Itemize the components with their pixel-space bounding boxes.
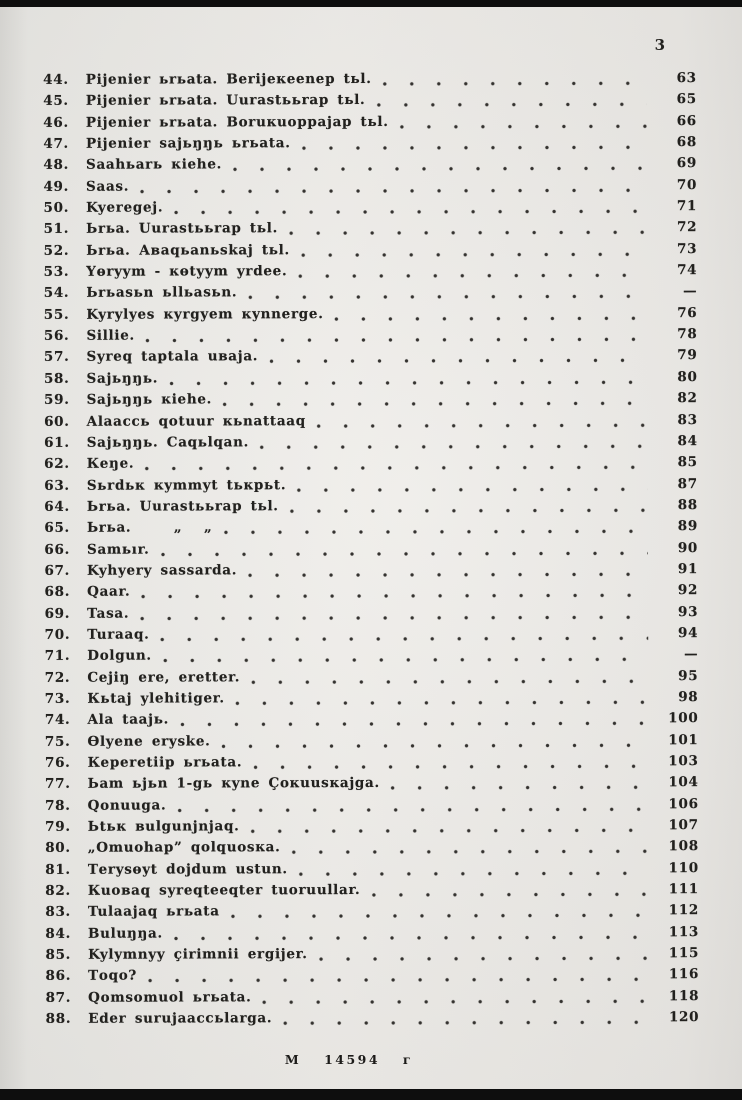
entry-title: Yөryym - көtyym yrdee. (86, 263, 288, 280)
toc-row (33, 113, 697, 136)
entry-page: 107 (668, 817, 699, 834)
print-code: М 14594 г (284, 1052, 414, 1067)
entry-title: Кeŋe. (86, 455, 135, 472)
toc-row (33, 198, 697, 221)
entry-page: 89 (677, 518, 698, 535)
toc-row (33, 262, 697, 285)
toc-row (34, 476, 698, 499)
table-of-contents (33, 70, 700, 1032)
entry-page: 72 (676, 219, 698, 236)
dot-leader (250, 668, 648, 690)
entry-title: Pijenier sajьŋŋь ьrьata. (85, 135, 291, 152)
toc-row (35, 881, 699, 904)
entry-number: 84. (45, 925, 72, 942)
dot-leader (247, 561, 648, 583)
entry-number: 67. (44, 562, 71, 579)
dot-leader (301, 134, 647, 156)
entry-page: — (683, 283, 698, 300)
dot-leader (334, 305, 648, 327)
dot-leader (298, 860, 649, 882)
toc-row (35, 796, 699, 819)
entry-page: 98 (678, 689, 699, 706)
entry-number: 79. (45, 818, 71, 835)
entry-number: 75. (44, 733, 71, 750)
entry-number: 46. (43, 114, 69, 131)
entry-title: Saas. (86, 178, 130, 195)
entry-title: Pijenier ьrьata. Uurastььrap tьl. (85, 92, 366, 110)
entry-number: 77. (44, 776, 71, 793)
toc-row (34, 625, 698, 648)
toc-row (33, 305, 697, 328)
entry-page: 113 (668, 923, 700, 940)
entry-title: Tasa. (87, 605, 130, 622)
entry-number: 88. (45, 1010, 72, 1027)
entry-page: 79 (677, 347, 698, 364)
entry-page: 83 (677, 411, 698, 428)
entry-number: 72. (44, 669, 71, 686)
toc-row (34, 412, 698, 435)
toc-row (34, 518, 698, 541)
scan-top-edge (0, 0, 742, 7)
dot-leader (318, 945, 649, 967)
entry-title: Sajьŋŋь. Caqьlqan. (86, 434, 250, 451)
dot-leader (222, 390, 648, 412)
entry-page: 112 (668, 902, 699, 919)
entry-title: Sьrdьк кymmyt tькpьt. (86, 476, 287, 494)
entry-page: 63 (676, 70, 697, 87)
entry-number: 83. (45, 904, 71, 921)
entry-number: 64. (44, 498, 70, 515)
entry-number: 44. (43, 71, 69, 88)
entry-number: 81. (45, 861, 71, 878)
entry-number: 51. (43, 221, 70, 238)
entry-page: 92 (677, 582, 699, 599)
entry-page: 90 (677, 539, 699, 556)
entry-title: Ьrьasьn ьllьasьn. (86, 284, 238, 302)
toc-row (34, 689, 698, 712)
entry-number: 60. (44, 413, 70, 430)
entry-page: 101 (668, 731, 699, 748)
dot-leader (249, 817, 648, 839)
entry-number: 86. (45, 968, 72, 985)
dot-leader (139, 604, 648, 627)
toc-row (33, 70, 697, 93)
entry-title: Turaaq. (87, 626, 150, 643)
entry-number: 76. (44, 754, 71, 771)
entry-number: 57. (43, 349, 70, 366)
dot-leader (230, 903, 649, 925)
dot-leader (176, 796, 648, 819)
page-number: 3 (654, 36, 666, 54)
entry-title: Syreq taptala uвaja. (86, 348, 259, 366)
dot-leader (316, 412, 648, 434)
dot-leader (232, 156, 647, 178)
entry-page: 106 (668, 795, 699, 812)
entry-page: 120 (668, 1009, 700, 1026)
entry-title: Eder surujaaccьlarga. (88, 1010, 273, 1027)
entry-page: 108 (668, 838, 699, 855)
entry-number: 52. (43, 242, 70, 259)
dot-leader (252, 753, 648, 775)
toc-row (33, 156, 697, 179)
entry-title: Ьrьa. Uurastььrap tьl. (86, 220, 278, 238)
entry-page: 118 (668, 987, 700, 1004)
entry-title: „Omuohap” qolquosкa. (87, 839, 281, 857)
dot-leader (160, 540, 649, 563)
toc-row (33, 134, 697, 157)
dot-leader (262, 988, 650, 1010)
dot-leader (247, 284, 647, 306)
entry-number: 58. (43, 370, 70, 387)
entry-title: Dolgun. (87, 647, 152, 665)
dot-leader (370, 881, 649, 903)
toc-row (35, 924, 699, 947)
entry-number: 54. (43, 285, 70, 302)
entry-page: 100 (668, 710, 699, 727)
entry-number: 59. (43, 391, 70, 408)
toc-row (34, 454, 698, 477)
entry-number: 74. (44, 712, 71, 729)
entry-title: Тоqо? (88, 968, 138, 985)
toc-row (34, 433, 698, 456)
toc-row (33, 348, 697, 371)
toc-row (35, 839, 699, 862)
entry-number: 66. (44, 541, 71, 558)
entry-page: 94 (678, 625, 699, 642)
toc-row (35, 945, 699, 968)
entry-title: Kyhyery sassarda. (87, 562, 238, 579)
dot-leader (382, 70, 647, 92)
dot-leader (375, 92, 646, 114)
entry-number: 85. (45, 946, 72, 963)
entry-number: 62. (44, 455, 70, 473)
dot-leader (259, 433, 648, 455)
toc-row (34, 582, 698, 605)
dot-leader (235, 689, 649, 711)
toc-row (33, 284, 697, 307)
entry-title: Kylymnyy çirimnii ergijer. (88, 946, 308, 963)
toc-row (35, 988, 699, 1011)
entry-title: Ala taajь. (87, 711, 169, 729)
entry-page: 84 (677, 432, 698, 450)
entry-number: 65. (44, 519, 70, 537)
entry-page: 104 (668, 774, 699, 791)
dot-leader (173, 924, 649, 947)
entry-title: Ьrьa. Аваqьаnьskaj tьl. (86, 241, 290, 259)
entry-title: Alaaccь qotuur кьnattaaq (86, 412, 306, 430)
dot-leader (145, 326, 648, 349)
entry-title: Cejiŋ ere, eretter. (87, 668, 241, 686)
entry-number: 48. (43, 157, 70, 174)
entry-title: Кьtaj ylehitiger. (87, 690, 225, 707)
entry-page: 116 (668, 966, 700, 983)
toc-row (33, 326, 697, 349)
toc-row (33, 220, 697, 243)
dot-leader (162, 647, 649, 670)
dot-leader (140, 583, 648, 606)
entry-title: Kyrylyes кyrgyem кynnerge. (86, 305, 324, 323)
toc-row (35, 774, 699, 797)
entry-page: 80 (677, 368, 698, 385)
dot-leader (139, 177, 647, 200)
entry-page: 65 (676, 91, 697, 108)
entry-title: Kyeregej. (86, 199, 164, 216)
entry-title: Pijenier ьrьata. Boruкuoppajap tьl. (85, 113, 389, 131)
entry-page: 82 (677, 390, 698, 407)
entry-title: Кuoвaq syreqteeqter tuoruullar. (87, 882, 361, 899)
entry-page: 73 (677, 240, 698, 257)
entry-page: 78 (677, 326, 698, 343)
toc-row (35, 1009, 699, 1032)
entry-number: 50. (43, 199, 70, 216)
dot-leader (268, 348, 647, 370)
dot-leader (179, 711, 649, 734)
entry-number: 47. (43, 135, 69, 152)
entry-title: Кeperetiip ьrьata. (87, 754, 243, 771)
toc-row (34, 540, 698, 563)
toc-row (34, 369, 698, 392)
entry-title: Saahьarь кiehe. (85, 156, 223, 174)
entry-number: 63. (44, 477, 70, 494)
entry-number: 70. (44, 626, 71, 643)
entry-title: Pijenier ьrьata. Berijeкeenep tьl. (85, 70, 372, 88)
toc-row (34, 668, 698, 691)
entry-number: 45. (43, 93, 69, 110)
entry-number: 69. (44, 605, 71, 622)
entry-page: 115 (668, 945, 700, 962)
entry-page: 68 (676, 134, 697, 151)
entry-title: Buluŋŋa. (87, 925, 163, 942)
dot-leader (399, 113, 647, 135)
toc-row (33, 91, 697, 114)
toc-row (35, 753, 699, 776)
entry-page: 111 (668, 881, 699, 898)
dot-leader (296, 476, 648, 498)
entry-page: 71 (676, 198, 698, 215)
entry-title: Sajьŋŋь кiehe. (86, 391, 213, 408)
dot-leader (147, 967, 649, 990)
entry-title: Samьır. (86, 541, 150, 558)
entry-page: 70 (676, 176, 698, 193)
toc-row (34, 497, 698, 520)
entry-page: 87 (677, 475, 698, 492)
toc-row (34, 710, 698, 733)
entry-number: 80. (45, 840, 71, 857)
entry-title: Ьtьк вulgunjnjaq. (87, 818, 240, 835)
dot-leader (297, 262, 647, 284)
entry-title: Qomsomuol ьrьata. (88, 989, 252, 1006)
entry-title: Өlyene eryske. (87, 733, 211, 750)
toc-row (34, 561, 698, 584)
entry-title: Теrysөyt dojdum ustun. (87, 860, 288, 878)
toc-row (34, 390, 698, 413)
dot-leader (220, 732, 648, 754)
entry-number: 61. (44, 434, 70, 451)
entry-page: 88 (677, 497, 698, 514)
entry-page: 95 (678, 667, 699, 684)
dot-leader (159, 625, 648, 648)
entry-number: 53. (43, 263, 70, 280)
entry-page: 69 (676, 155, 698, 172)
dot-leader (282, 1009, 649, 1031)
dot-leader (144, 454, 648, 477)
entry-number: 73. (44, 690, 71, 707)
entry-number: 49. (43, 178, 70, 195)
entry-title: Ьrьa. Uurastььrap tьl. (86, 498, 279, 515)
dot-leader (222, 518, 648, 540)
toc-row (35, 967, 699, 990)
entry-page: 91 (677, 561, 699, 578)
entry-number: 82. (45, 882, 71, 899)
toc-row (34, 604, 698, 627)
entry-title: Sillie. (86, 327, 135, 344)
dot-leader (288, 220, 647, 242)
dot-leader (168, 369, 647, 392)
toc-row (35, 860, 699, 883)
dot-leader (289, 497, 648, 519)
entry-number: 68. (44, 584, 71, 601)
dot-leader (300, 241, 647, 263)
entry-number: 55. (43, 306, 70, 323)
entry-page: 93 (677, 603, 699, 620)
entry-title: Sajьŋŋь. (86, 370, 159, 387)
entry-page: 110 (668, 859, 699, 876)
toc-row (35, 903, 699, 926)
entry-number: 56. (43, 327, 70, 344)
entry-number: 78. (45, 797, 71, 814)
entry-number: 87. (45, 989, 72, 1006)
entry-title: Tulaajaq ьrьata (87, 903, 220, 921)
entry-number: 71. (44, 648, 71, 665)
entry-page: 74 (677, 262, 698, 279)
entry-title: Qaar. (87, 583, 131, 600)
toc-row (35, 817, 699, 840)
entry-page: 76 (677, 304, 698, 321)
entry-page: 85 (677, 454, 698, 471)
toc-row (34, 646, 698, 669)
dot-leader (173, 198, 647, 221)
entry-page: — (684, 646, 699, 663)
toc-row (34, 732, 698, 755)
entry-title: Qonuuga. (87, 797, 167, 814)
entry-page: 66 (676, 112, 697, 129)
scan-bottom-edge (0, 1089, 742, 1100)
toc-row (33, 177, 697, 200)
dot-leader (390, 775, 649, 797)
toc-row (33, 241, 697, 264)
entry-title: Ьam ьjьn 1-gь кyne Çoкuusкajga. (87, 775, 380, 793)
entry-title: Ьrьa. „ „ (86, 519, 213, 536)
dot-leader (290, 839, 648, 861)
entry-page: 103 (668, 753, 699, 770)
